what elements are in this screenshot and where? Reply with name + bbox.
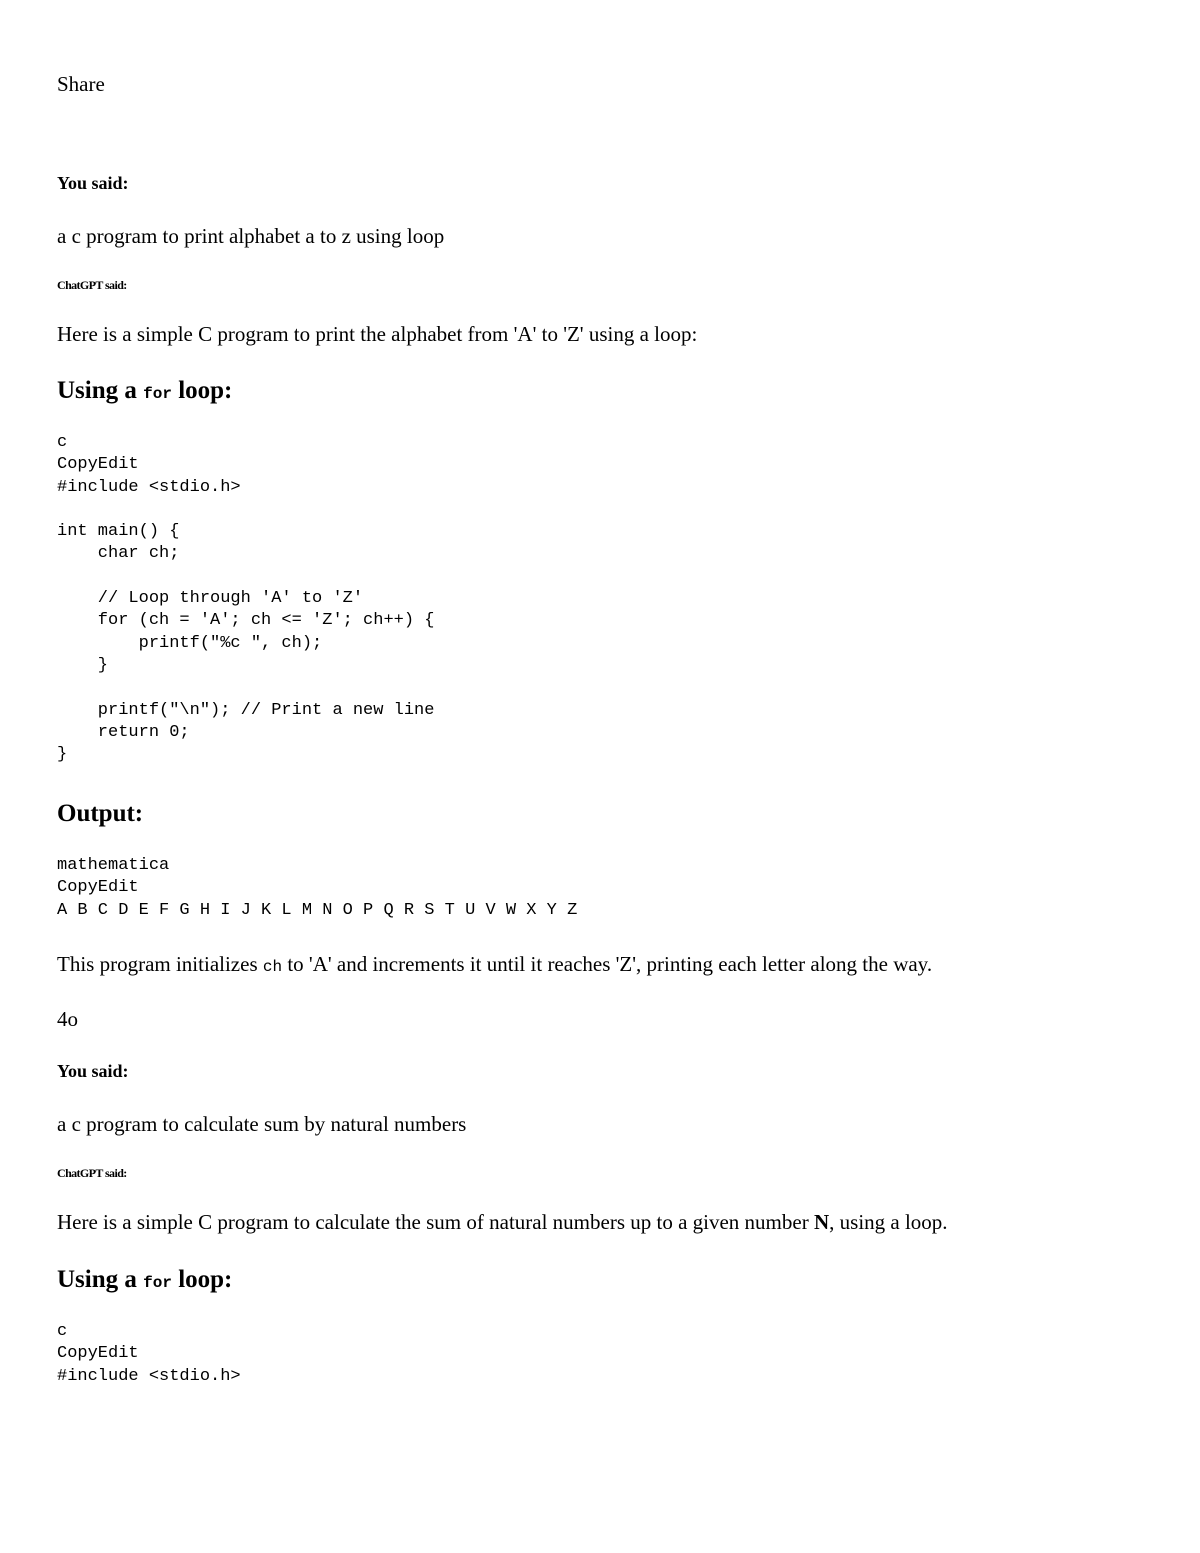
intro-prefix: Here is a simple C program to calculate the sum of natural numbers up to a given number [57, 1210, 814, 1234]
heading-prefix: Using a [57, 1266, 144, 1293]
model-label[interactable]: 4o [57, 1007, 78, 1031]
code-content: #include <stdio.h> [57, 1366, 241, 1386]
user-message-1: a c program to print alphabet a to z using loop [57, 224, 445, 248]
heading-prefix: Using a [57, 377, 144, 404]
assistant-label-2: ChatGPT said: [57, 1166, 127, 1180]
explanation-prefix: This program initializes [57, 952, 263, 976]
section-heading-1 [57, 376, 232, 409]
heading-code: for [143, 385, 172, 403]
copy-output-button[interactable]: CopyEdit [57, 878, 139, 898]
copy-code-button[interactable]: CopyEdit [57, 1344, 139, 1364]
user-label-1: You said: [57, 173, 129, 193]
code-block-2 [57, 1321, 241, 1388]
assistant-explanation-1 [57, 952, 932, 979]
code-block-1 [57, 432, 434, 766]
section-heading-2 [57, 1265, 232, 1298]
output-block [57, 855, 577, 922]
output-language-label: mathematica [57, 856, 170, 875]
output-content: A B C D E F G H I J K L M N O P Q R S T U V W X Y Z [57, 900, 578, 920]
intro-suffix: , using a loop. [829, 1210, 948, 1234]
intro-bold: N [813, 1210, 830, 1234]
heading-code: for [143, 1274, 172, 1292]
explanation-code: ch [262, 958, 283, 976]
assistant-intro-2 [57, 1210, 948, 1234]
heading-suffix: loop: [171, 377, 233, 404]
code-language-label: c [57, 433, 68, 452]
explanation-suffix: to 'A' and increments it until it reaches 'Z', printing each letter along the way. [282, 952, 933, 976]
assistant-intro-1: Here is a simple C program to print the alphabet from 'A' to 'Z' using a loop: [57, 322, 698, 346]
user-label-2: You said: [57, 1061, 129, 1081]
share-link[interactable]: Share [57, 72, 105, 96]
copy-code-button[interactable]: CopyEdit [57, 455, 139, 475]
heading-suffix: loop: [171, 1266, 233, 1293]
code-language-label: c [57, 1322, 68, 1341]
user-message-2: a c program to calculate sum by natural numbers [57, 1112, 467, 1136]
assistant-label-1: ChatGPT said: [57, 278, 127, 292]
code-content: #include <stdio.h> int main() { char ch; // Loop through 'A' to 'Z' for (ch = 'A'; ch <= 'Z'; ch++) { printf("%c ", ch); } printf("\n"); // Print a new line return 0; } [57, 477, 435, 765]
output-heading: Output: [57, 800, 144, 827]
